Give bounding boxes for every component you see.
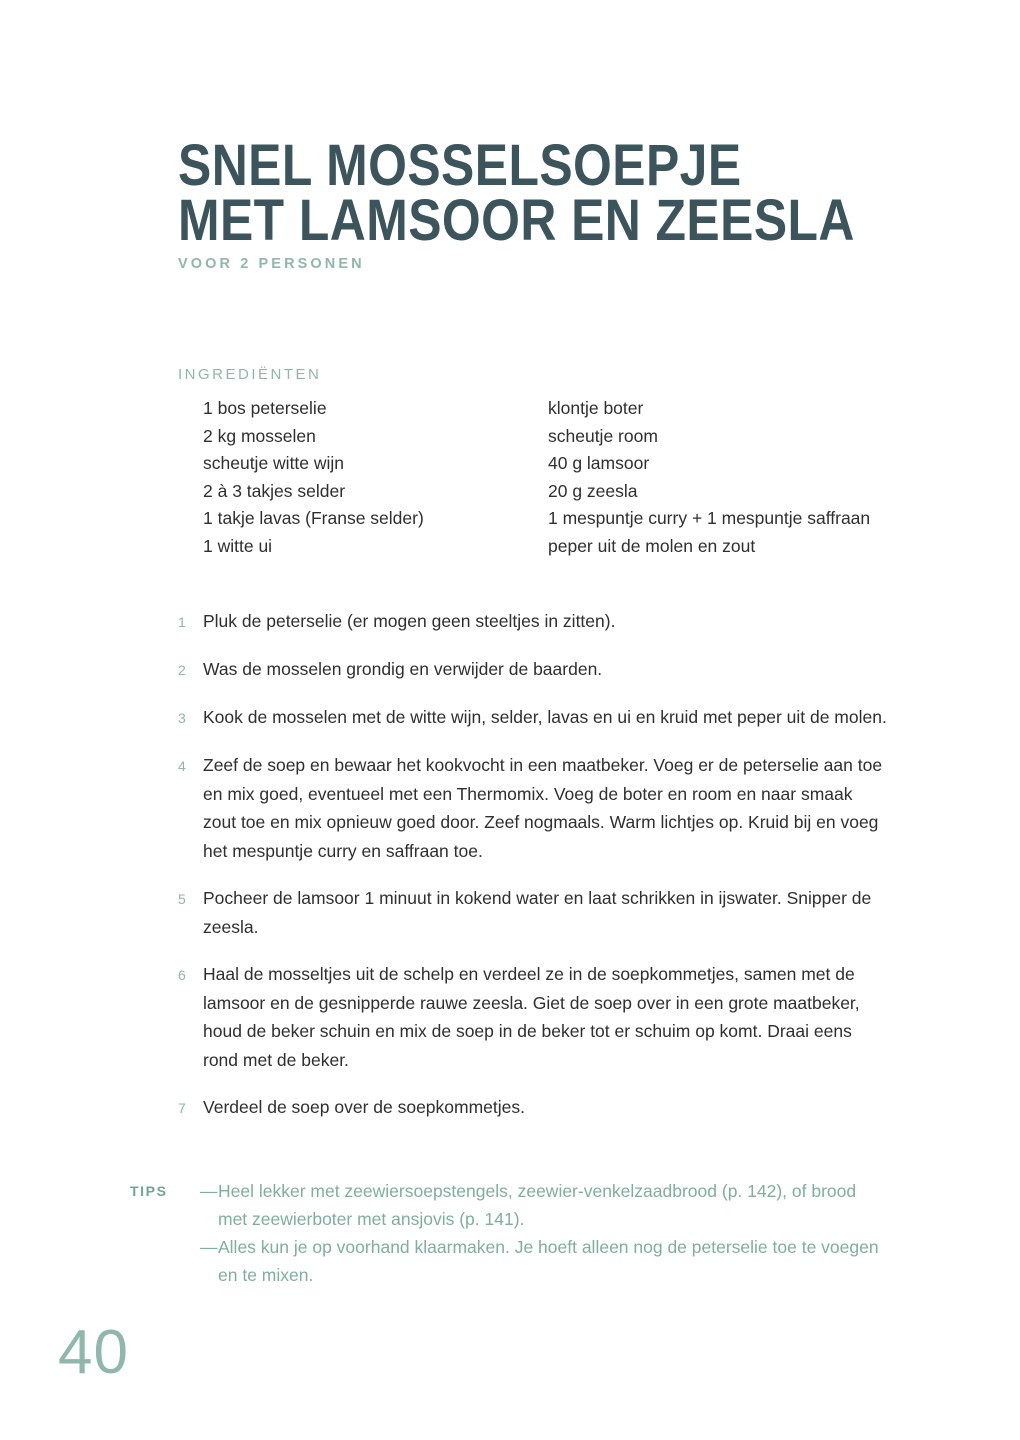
ingredients-column-right <box>548 395 893 560</box>
dash-icon: — <box>200 1181 218 1201</box>
tip-text: Alles kun je op voorhand klaarmaken. Je hoeft alleen nog de peterselie toe te voegen en te mixen. <box>218 1237 879 1285</box>
tip-item <box>200 1234 890 1289</box>
preparation-steps <box>178 607 890 1141</box>
step-number: 1 <box>178 614 186 630</box>
ingredients-section <box>178 366 893 560</box>
step-number: 7 <box>178 1100 186 1116</box>
tip-text: Heel lekker met zeewiersoepstengels, zeewier-venkelzaadbrood (p. 142), of brood met zeewierboter met ansjovis (p. 141). <box>218 1181 857 1229</box>
tip-item <box>200 1178 890 1233</box>
ingredient-item: peper uit de molen en zout <box>548 535 756 556</box>
step-number: 2 <box>178 662 186 678</box>
step-item <box>178 1093 890 1122</box>
step-text: Kook de mosselen met de witte wijn, selder, lavas en ui en kruid met peper uit de molen. <box>203 707 887 727</box>
ingredient-item: 1 mespuntje curry + 1 mespuntje saffraan <box>548 508 871 528</box>
title-line-2: MET LAMSOOR EN ZEESLA <box>178 188 855 254</box>
step-text: Pluk de peterselie (er mogen geen steeltjes in zitten). <box>203 611 616 631</box>
step-item <box>178 960 890 1074</box>
dash-icon: — <box>200 1237 218 1257</box>
tips-section <box>130 1178 890 1290</box>
ingredient-item: 40 g lamsoor <box>548 453 650 473</box>
step-item <box>178 655 890 684</box>
ingredient-item: 1 bos peterselie <box>203 398 327 418</box>
ingredient-item: 1 witte ui <box>203 535 273 556</box>
title-line-1: SNEL MOSSELSOEPJE <box>178 133 742 198</box>
step-item <box>178 607 890 636</box>
step-number: 4 <box>178 758 186 774</box>
step-text: Zeef de soep en bewaar het kookvocht in een maatbeker. Voeg er de peterselie aan toe en mix goed, eventueel met een Thermomix. Voeg de boter en room en naar smaak zout toe en mix opnieuw goed door. Zeef nogmaals. Warm lichtjes op. Kruid bij en voeg het mespuntje curry en saffraan toe. <box>203 755 883 861</box>
step-item <box>178 703 890 732</box>
tips-label: TIPS <box>130 1183 168 1199</box>
ingredient-item: klontje boter <box>548 398 644 418</box>
servings-label: VOOR 2 PERSONEN <box>178 256 365 273</box>
page-number: 40 <box>58 1318 129 1387</box>
ingredient-item: 2 à 3 takjes selder <box>203 480 346 501</box>
step-text: Was de mosselen grondig en verwijder de baarden. <box>203 659 603 679</box>
ingredients-heading: INGREDIËNTEN <box>178 366 322 383</box>
step-text: Verdeel de soep over de soepkommetjes. <box>203 1097 525 1117</box>
step-item <box>178 751 890 865</box>
step-text: Pocheer de lamsoor 1 minuut in kokend water en laat schrikken in ijswater. Snipper de zeesla. <box>203 888 872 937</box>
ingredients-column-left <box>203 395 548 560</box>
page-title <box>178 133 855 254</box>
step-item <box>178 884 890 941</box>
ingredient-item: 20 g zeesla <box>548 480 638 501</box>
step-number: 3 <box>178 710 186 726</box>
ingredient-columns <box>178 395 893 560</box>
ingredient-item: scheutje witte wijn <box>203 453 345 473</box>
step-text: Haal de mosseltjes uit de schelp en verdeel ze in de soepkommetjes, samen met de lamsoor en de gesnipperde rauwe zeesla. Giet de soep over in een grote maatbeker, houd de beker schuin en mix de soep in de beker tot er schuim op komt. Draai eens rond met de beker. <box>203 964 860 1070</box>
tips-list <box>182 1178 890 1290</box>
ingredient-item: 1 takje lavas (Franse selder) <box>203 508 424 528</box>
step-number: 5 <box>178 891 186 907</box>
ingredient-item: scheutje room <box>548 425 658 446</box>
ingredient-item: 2 kg mosselen <box>203 425 316 446</box>
step-number: 6 <box>178 967 186 983</box>
title-block <box>178 133 898 273</box>
